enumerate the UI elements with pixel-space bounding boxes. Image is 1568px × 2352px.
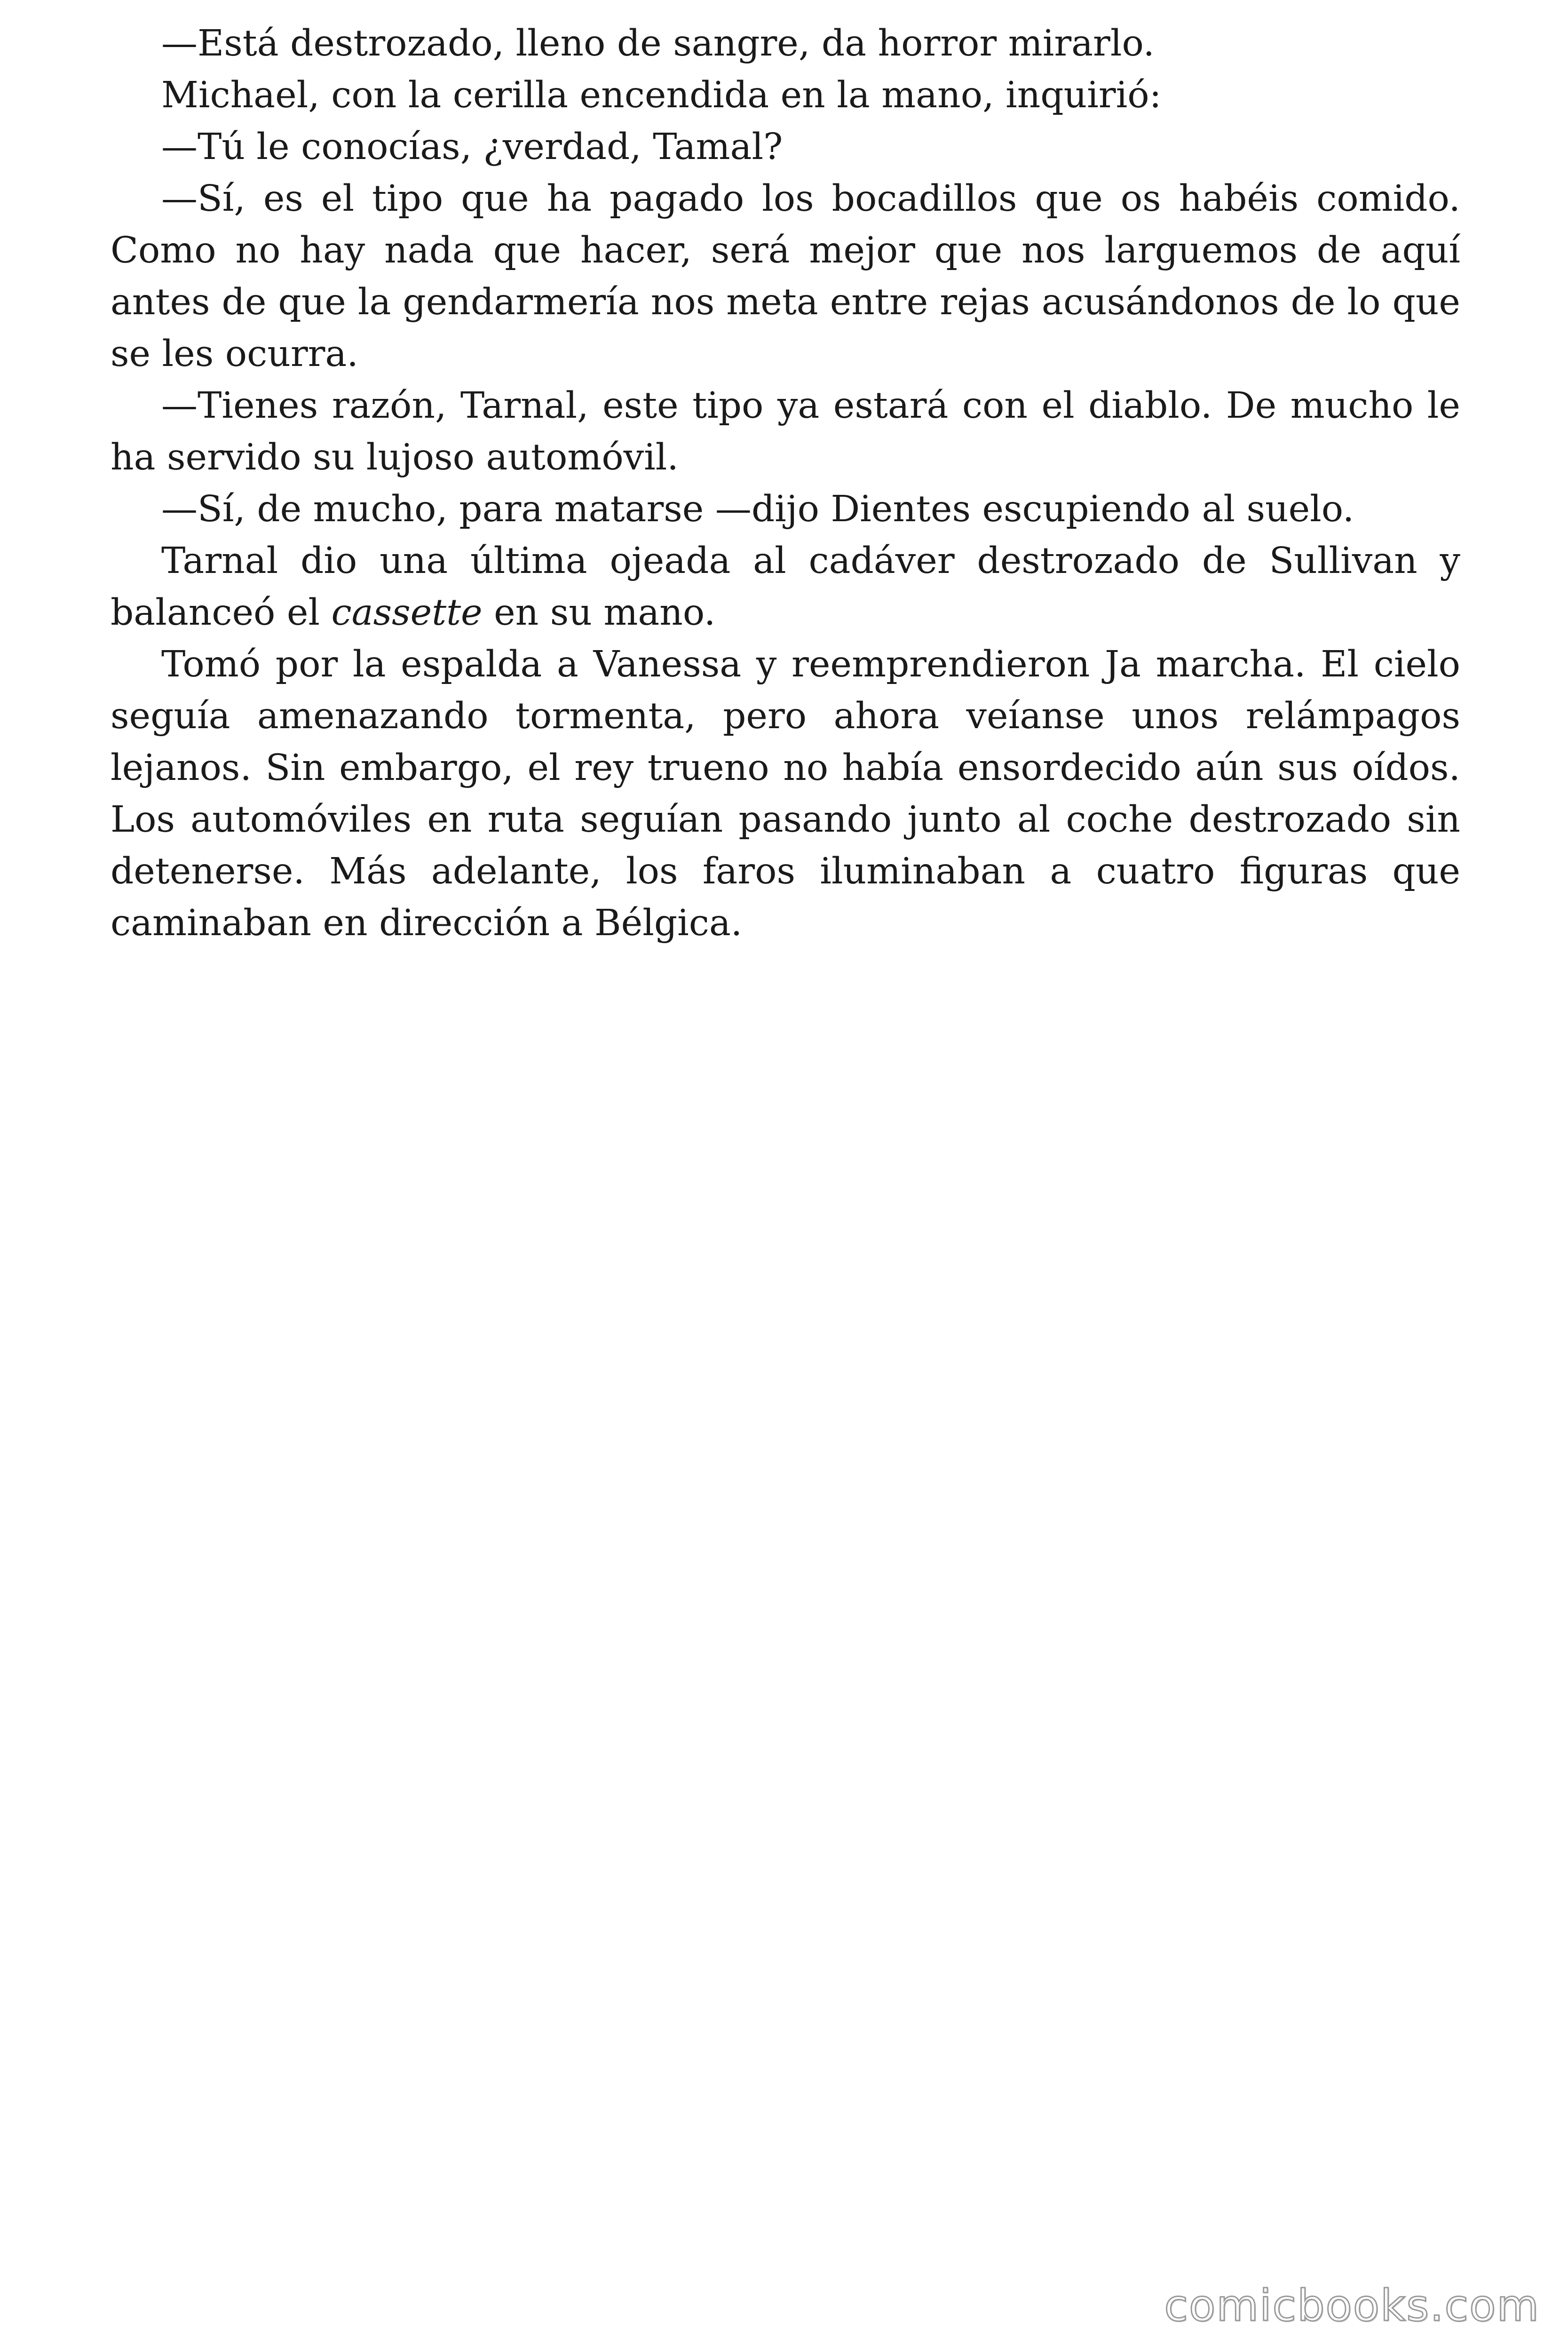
body-text [111,18,1460,949]
paragraph-text: —Sí, es el tipo que ha pagado los bocadillos que os habéis comido. Como no hay nada que hacer, será mejor que nos larguemos de aquí antes de que la gendarmería nos meta entre rejas acusándonos de lo que se les ocurra. [111,178,1460,375]
paragraph-2 [111,70,1460,121]
paragraph-text: en su mano. [482,592,716,634]
paragraph-text: Michael, con la cerilla encendida en la mano, inquirió: [161,74,1162,116]
paragraph-text: —Tú le conocías, ¿verdad, Tamal? [161,126,783,168]
paragraph-text: —Está destrozado, lleno de sangre, da horror mirarlo. [161,23,1155,64]
paragraph-text: —Sí, de mucho, para matarse —dijo Dientes escupiendo al suelo. [161,488,1354,530]
italic-word: cassette [331,592,483,634]
paragraph-text: Tarnal dio una última ojeada al cadáver destrozado de Sullivan y balanceó el [111,540,1460,634]
paragraph-5 [111,380,1460,484]
paragraph-7 [111,535,1460,639]
paragraph-text: —Tienes razón, Tarnal, este tipo ya estará con el diablo. De mucho le ha servido su lujoso automóvil. [111,385,1460,478]
paragraph-8 [111,639,1460,949]
paragraph-text: Tomó por la espalda a Vanessa y reemprendieron Ja marcha. El cielo seguía amenazando tormenta, pero ahora veíanse unos relámpagos lejanos. Sin embargo, el rey trueno no había ensordecido aún sus oídos. Los automóviles en ruta seguían pasando junto al coche destrozado sin detenerse. Más adelante, los faros iluminaban a cuatro figuras que caminaban en dirección a Bélgica. [111,644,1460,944]
watermark-logo: comicbooks.com [1164,2280,1540,2331]
paragraph-3 [111,121,1460,173]
paragraph-6 [111,484,1460,535]
paragraph-4 [111,173,1460,380]
paragraph-1 [111,18,1460,70]
